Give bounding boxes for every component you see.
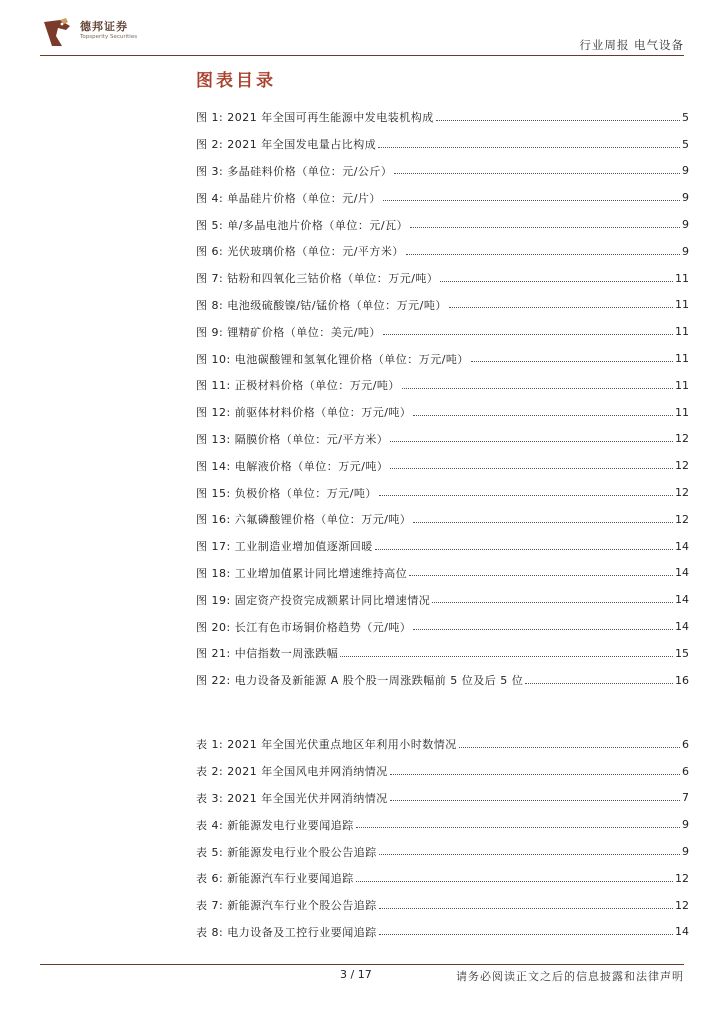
toc-entry-page: 16 — [675, 673, 689, 687]
toc-entry-name: 六氟磷酸锂价格（单位：万元/吨） — [234, 513, 412, 527]
toc-entry-label: 表 6: — [196, 872, 224, 886]
table-toc-row[interactable] — [196, 785, 689, 812]
toc-entry-page: 15 — [675, 646, 689, 660]
toc-entry-label: 图 22: — [196, 674, 231, 688]
legal-disclaimer: 请务必阅读正文之后的信息披露和法律声明 — [456, 970, 684, 983]
dot-leader — [379, 908, 673, 909]
dot-leader — [340, 656, 673, 657]
figure-toc-row[interactable] — [196, 667, 689, 694]
toc-entry-title — [196, 924, 377, 940]
toc-entry-label: 图 2: — [196, 138, 224, 152]
toc-entry-name: 前驱体材料价格（单位：万元/吨） — [234, 406, 412, 420]
toc-entry-page: 12 — [675, 459, 689, 473]
toc-title: 图表目录 — [196, 71, 276, 91]
figure-toc-row[interactable] — [196, 640, 689, 667]
dot-leader — [471, 361, 673, 362]
toc-entry-label: 表 8: — [196, 925, 224, 939]
toc-entry-title — [196, 790, 388, 806]
toc-entry-title — [196, 817, 354, 833]
toc-entry-label: 图 5: — [196, 218, 224, 232]
dot-leader — [390, 774, 680, 775]
toc-entry-title — [196, 672, 523, 688]
toc-entry-label: 表 1: — [196, 738, 224, 752]
toc-entry-label: 表 3: — [196, 791, 224, 805]
toc-entry-page: 14 — [675, 620, 689, 634]
figure-toc-row[interactable] — [196, 104, 689, 131]
dot-leader — [379, 495, 673, 496]
toc-entry-name: 正极材料价格（单位：万元/吨） — [234, 379, 400, 393]
toc-entry-title — [196, 844, 377, 860]
dot-leader — [413, 415, 673, 416]
table-toc-row[interactable] — [196, 811, 689, 838]
figure-toc-row[interactable] — [196, 238, 689, 265]
figure-toc-row[interactable] — [196, 399, 689, 426]
toc-entry-title — [196, 645, 338, 661]
toc-entry-title — [196, 592, 430, 608]
toc-entry-label: 图 21: — [196, 647, 231, 661]
toc-entry-page: 14 — [675, 539, 689, 553]
toc-entry-label: 图 1: — [196, 111, 224, 125]
figure-toc-row[interactable] — [196, 586, 689, 613]
dot-leader — [394, 173, 680, 174]
toc-entry-label: 图 7: — [196, 272, 224, 286]
toc-entry-title — [196, 351, 469, 367]
toc-entry-title — [196, 538, 373, 554]
toc-entry-page: 9 — [682, 845, 689, 859]
table-toc-row[interactable] — [196, 731, 689, 758]
toc-entry-page: 11 — [675, 298, 689, 312]
table-toc-row[interactable] — [196, 919, 689, 946]
toc-entry-title — [196, 109, 434, 125]
table-toc-row[interactable] — [196, 838, 689, 865]
toc-entry-name: 2021 年全国光伏并网消纳情况 — [227, 791, 388, 805]
figure-toc-row[interactable] — [196, 265, 689, 292]
toc-entry-name: 新能源汽车行业个股公告追踪 — [227, 899, 377, 913]
toc-entry-name: 多晶硅料价格（单位：元/公斤） — [227, 164, 393, 178]
toc-entry-label: 表 2: — [196, 765, 224, 779]
figure-toc-row[interactable] — [196, 131, 689, 158]
toc-entry-title — [196, 136, 376, 152]
footer-divider — [40, 964, 684, 965]
toc-entry-page: 14 — [675, 593, 689, 607]
toc-entry-label: 图 11: — [196, 379, 231, 393]
figure-toc-row[interactable] — [196, 560, 689, 587]
toc-entry-name: 电力设备及新能源 A 股个股一周涨跌幅前 5 位及后 5 位 — [234, 674, 524, 688]
toc-entry-page: 11 — [675, 405, 689, 419]
figure-toc-row[interactable] — [196, 426, 689, 453]
dot-leader — [383, 334, 673, 335]
dot-leader — [402, 388, 673, 389]
toc-entry-page: 9 — [682, 244, 689, 258]
page-header — [40, 14, 684, 54]
toc-entry-title — [196, 763, 388, 779]
toc-entry-name: 隔膜价格（单位：元/平方米） — [234, 432, 389, 446]
toc-entry-name: 单晶硅片价格（单位：元/片） — [227, 191, 381, 205]
toc-entry-title — [196, 431, 388, 447]
toc-entry-name: 长江有色市场铜价格趋势（元/吨） — [234, 620, 412, 634]
toc-entry-name: 负极价格（单位：万元/吨） — [234, 486, 377, 500]
dot-leader — [413, 522, 673, 523]
toc-entry-label: 图 13: — [196, 432, 231, 446]
toc-entry-page: 9 — [682, 818, 689, 832]
toc-entry-title — [196, 458, 388, 474]
toc-entry-name: 固定资产投资完成额累计同比增速情况 — [234, 593, 431, 607]
toc-entry-name: 2021 年全国可再生能源中发电装机构成 — [227, 111, 434, 125]
toc-entry-page: 7 — [682, 791, 689, 805]
toc-entry-page: 14 — [675, 925, 689, 939]
table-list — [196, 731, 689, 945]
toc-entry-name: 2021 年全国风电并网消纳情况 — [227, 765, 388, 779]
figure-toc-row[interactable] — [196, 372, 689, 399]
dot-leader — [383, 200, 680, 201]
toc-entry-title — [196, 619, 411, 635]
logo-english-name: Topsperity Securities — [80, 34, 138, 40]
dot-leader — [379, 854, 680, 855]
toc-entry-name: 电池碳酸锂和氢氧化锂价格（单位：万元/吨） — [234, 352, 469, 366]
toc-entry-page: 12 — [675, 512, 689, 526]
toc-entry-name: 锂精矿价格（单位：美元/吨） — [227, 325, 381, 339]
figure-toc-row[interactable] — [196, 292, 689, 319]
figure-toc-row[interactable] — [196, 211, 689, 238]
figure-toc-row[interactable] — [196, 158, 689, 185]
toc-entry-name: 电解液价格（单位：万元/吨） — [234, 459, 389, 473]
toc-entry-label: 图 16: — [196, 513, 231, 527]
dot-leader — [432, 602, 673, 603]
toc-entry-page: 5 — [682, 110, 689, 124]
toc-entry-label: 图 6: — [196, 245, 224, 259]
toc-entry-label: 图 10: — [196, 352, 231, 366]
dot-leader — [436, 120, 680, 121]
toc-entry-title — [196, 217, 408, 233]
dot-leader — [379, 934, 673, 935]
toc-entry-title — [196, 190, 381, 206]
dot-leader — [390, 441, 673, 442]
toc-entry-page: 9 — [682, 164, 689, 178]
toc-entry-page: 11 — [675, 325, 689, 339]
toc-entry-page: 11 — [675, 378, 689, 392]
toc-entry-page: 9 — [682, 218, 689, 232]
toc-entry-name: 工业制造业增加值逐渐回暖 — [234, 540, 373, 554]
dot-leader — [356, 881, 673, 882]
toc-entry-name: 工业增加值累计同比增速维持高位 — [234, 566, 408, 580]
toc-entry-label: 图 14: — [196, 459, 231, 473]
toc-entry-page: 5 — [682, 137, 689, 151]
toc-entry-label: 表 7: — [196, 899, 224, 913]
toc-entry-page: 6 — [682, 764, 689, 778]
toc-entry-label: 图 19: — [196, 593, 231, 607]
dot-leader — [410, 227, 680, 228]
report-category: 行业周报 电气设备 — [579, 38, 684, 52]
toc-entry-title — [196, 270, 438, 286]
dot-leader — [440, 281, 673, 282]
toc-entry-title — [196, 736, 457, 752]
table-toc-row[interactable] — [196, 758, 689, 785]
figure-toc-row[interactable] — [196, 479, 689, 506]
figure-list — [196, 104, 689, 694]
toc-entry-name: 电池级硫酸镍/钴/锰价格（单位：万元/吨） — [227, 298, 447, 312]
toc-entry-page: 12 — [675, 486, 689, 500]
toc-entry-label: 表 5: — [196, 845, 224, 859]
toc-entry-title — [196, 870, 354, 886]
toc-entry-label: 图 17: — [196, 540, 231, 554]
toc-entry-page: 11 — [675, 271, 689, 285]
toc-entry-name: 钴粉和四氧化三钴价格（单位：万元/吨） — [227, 272, 439, 286]
toc-entry-name: 2021 年全国光伏重点地区年利用小时数情况 — [227, 738, 457, 752]
dot-leader — [406, 254, 680, 255]
toc-entry-title — [196, 324, 381, 340]
toc-entry-name: 电力设备及工控行业要闻追踪 — [227, 925, 377, 939]
toc-entry-title — [196, 243, 404, 259]
toc-entry-name: 新能源发电行业个股公告追踪 — [227, 845, 377, 859]
toc-entry-name: 单/多晶电池片价格（单位：元/瓦） — [227, 218, 409, 232]
toc-entry-name: 光伏玻璃价格（单位：元/平方米） — [227, 245, 404, 259]
figure-toc-row[interactable] — [196, 533, 689, 560]
figure-toc-row[interactable] — [196, 184, 689, 211]
toc-entry-name: 2021 年全国发电量占比构成 — [227, 138, 377, 152]
toc-entry-label: 图 20: — [196, 620, 231, 634]
toc-entry-title — [196, 404, 411, 420]
company-logo — [40, 14, 160, 50]
figure-toc-row[interactable] — [196, 452, 689, 479]
figure-toc-row[interactable] — [196, 613, 689, 640]
toc-entry-label: 图 4: — [196, 191, 224, 205]
toc-entry-label: 图 18: — [196, 566, 231, 580]
toc-entry-page: 12 — [675, 898, 689, 912]
toc-entry-name: 中信指数一周涨跌幅 — [234, 647, 339, 661]
toc-entry-label: 表 4: — [196, 818, 224, 832]
logo-chinese-name: 德邦证券 — [80, 20, 128, 33]
header-divider — [40, 55, 684, 56]
toc-entry-name: 新能源发电行业要闻追踪 — [227, 818, 354, 832]
toc-entry-page: 9 — [682, 191, 689, 205]
dot-leader — [525, 683, 673, 684]
page-number: 3 / 17 — [340, 968, 372, 981]
table-toc-row[interactable] — [196, 892, 689, 919]
toc-entry-page: 12 — [675, 432, 689, 446]
toc-entry-label: 图 3: — [196, 164, 224, 178]
figure-toc-row[interactable] — [196, 506, 689, 533]
dot-leader — [409, 575, 673, 576]
toc-entry-page: 6 — [682, 737, 689, 751]
toc-entry-label: 图 9: — [196, 325, 224, 339]
toc-entry-title — [196, 163, 392, 179]
dot-leader — [413, 629, 673, 630]
logo-mark-icon — [40, 16, 74, 50]
dot-leader — [390, 468, 673, 469]
figure-toc-row[interactable] — [196, 345, 689, 372]
figure-toc-row[interactable] — [196, 318, 689, 345]
toc-entry-title — [196, 297, 447, 313]
dot-leader — [459, 747, 680, 748]
toc-entry-title — [196, 377, 400, 393]
toc-entry-title — [196, 897, 377, 913]
dot-leader — [356, 827, 680, 828]
toc-entry-page: 11 — [675, 352, 689, 366]
toc-entry-title — [196, 511, 411, 527]
toc-entry-title — [196, 485, 377, 501]
toc-entry-label: 图 8: — [196, 298, 224, 312]
dot-leader — [449, 307, 673, 308]
toc-entry-name: 新能源汽车行业要闻追踪 — [227, 872, 354, 886]
dot-leader — [375, 549, 673, 550]
toc-entry-label: 图 12: — [196, 406, 231, 420]
toc-entry-page: 14 — [675, 566, 689, 580]
toc-entry-label: 图 15: — [196, 486, 231, 500]
dot-leader — [378, 147, 680, 148]
toc-entry-page: 12 — [675, 871, 689, 885]
toc-entry-title — [196, 565, 407, 581]
dot-leader — [390, 800, 680, 801]
table-toc-row[interactable] — [196, 865, 689, 892]
